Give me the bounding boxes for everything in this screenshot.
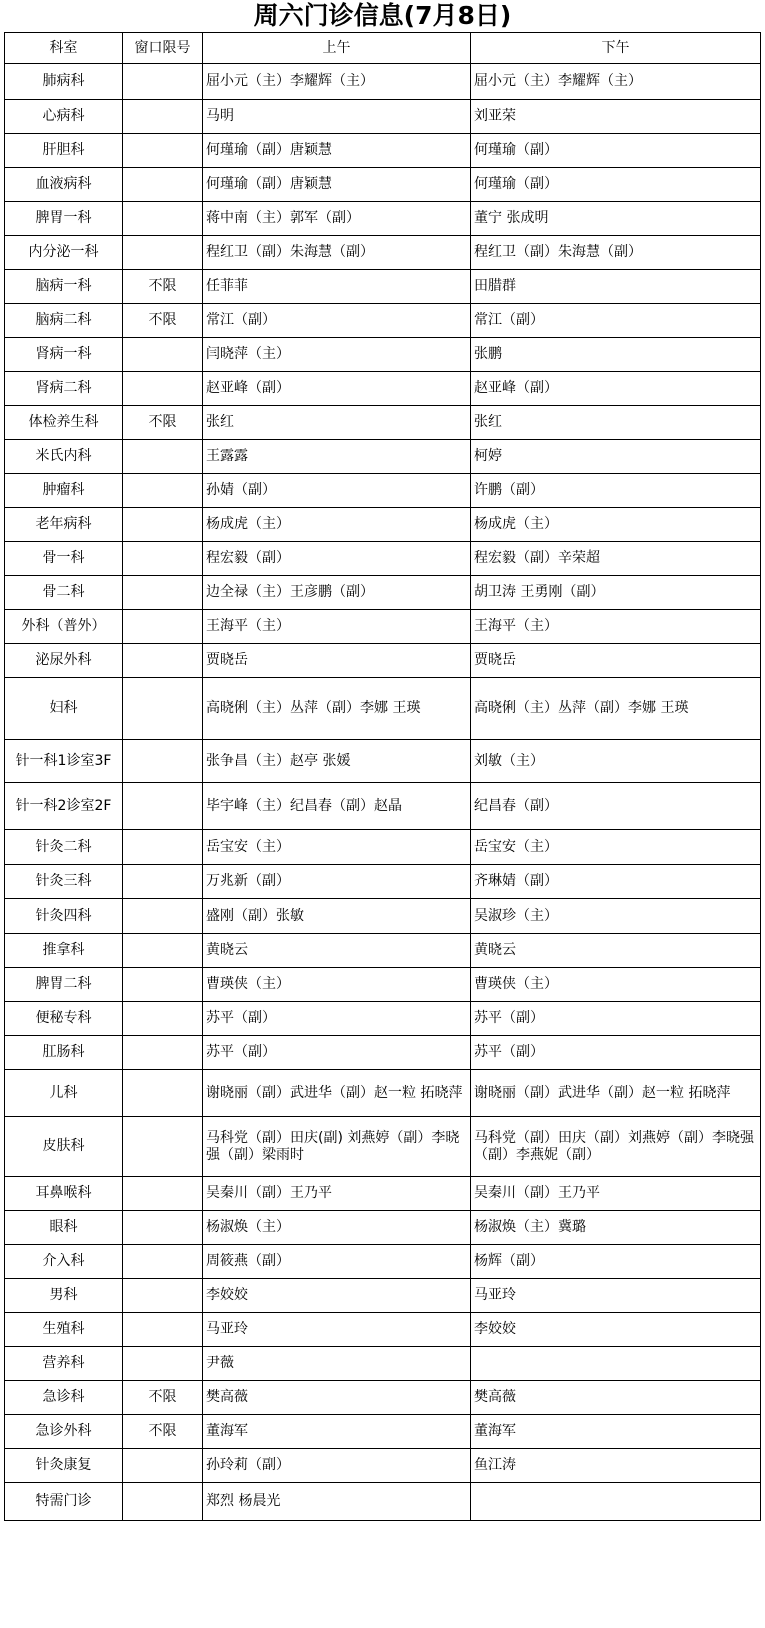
- afternoon-cell: 许鹏（副）: [471, 474, 761, 508]
- window-limit-cell: [123, 1036, 203, 1070]
- window-limit-cell: [123, 440, 203, 474]
- window-limit-cell: [123, 134, 203, 168]
- table-row: [5, 236, 761, 270]
- table-row: [5, 372, 761, 406]
- morning-cell: 吴秦川（副）王乃平: [203, 1177, 471, 1211]
- afternoon-cell: 张红: [471, 406, 761, 440]
- afternoon-cell: 张鹏: [471, 338, 761, 372]
- afternoon-cell: 何瑾瑜（副）: [471, 168, 761, 202]
- dept-cell: 针灸康复: [5, 1449, 123, 1483]
- afternoon-cell: 何瑾瑜（副）: [471, 134, 761, 168]
- table-row: [5, 934, 761, 968]
- morning-cell: 程红卫（副）朱海慧（副）: [203, 236, 471, 270]
- dept-cell: 针一科1诊室3F: [5, 740, 123, 783]
- table-row: [5, 202, 761, 236]
- afternoon-cell: 曹瑛侠（主）: [471, 968, 761, 1002]
- table-row: [5, 865, 761, 899]
- dept-cell: 妇科: [5, 678, 123, 740]
- header-window-limit: 窗口限号: [123, 33, 203, 64]
- window-limit-cell: [123, 830, 203, 865]
- table-row: [5, 968, 761, 1002]
- morning-cell: 程宏毅（副）: [203, 542, 471, 576]
- dept-cell: 营养科: [5, 1347, 123, 1381]
- table-row: [5, 644, 761, 678]
- dept-cell: 血液病科: [5, 168, 123, 202]
- morning-cell: 张争昌（主）赵亭 张媛: [203, 740, 471, 783]
- window-limit-cell: [123, 1002, 203, 1036]
- afternoon-cell: 胡卫涛 王勇刚（副）: [471, 576, 761, 610]
- table-row: [5, 64, 761, 100]
- afternoon-cell: [471, 1347, 761, 1381]
- table-row: [5, 1002, 761, 1036]
- afternoon-cell: [471, 1483, 761, 1521]
- morning-cell: 盛刚（副）张敏: [203, 899, 471, 934]
- window-limit-cell: [123, 1313, 203, 1347]
- morning-cell: 王海平（主）: [203, 610, 471, 644]
- dept-cell: 针一科2诊室2F: [5, 783, 123, 830]
- table-row: [5, 508, 761, 542]
- morning-cell: 毕宇峰（主）纪昌春（副）赵晶: [203, 783, 471, 830]
- morning-cell: 董海军: [203, 1415, 471, 1449]
- table-row: [5, 168, 761, 202]
- header-dept: 科室: [5, 33, 123, 64]
- window-limit-cell: [123, 1070, 203, 1117]
- morning-cell: 孙玲莉（副）: [203, 1449, 471, 1483]
- window-limit-cell: [123, 236, 203, 270]
- table-row: [5, 1070, 761, 1117]
- window-limit-cell: 不限: [123, 270, 203, 304]
- table-row: [5, 1177, 761, 1211]
- afternoon-cell: 樊高薇: [471, 1381, 761, 1415]
- morning-cell: 杨成虎（主）: [203, 508, 471, 542]
- afternoon-cell: 王海平（主）: [471, 610, 761, 644]
- afternoon-cell: 吴淑珍（主）: [471, 899, 761, 934]
- window-limit-cell: [123, 542, 203, 576]
- morning-cell: 马亚玲: [203, 1313, 471, 1347]
- table-row: [5, 610, 761, 644]
- window-limit-cell: [123, 508, 203, 542]
- dept-cell: 皮肤科: [5, 1117, 123, 1177]
- table-row: [5, 304, 761, 338]
- schedule-table: [4, 32, 761, 1521]
- dept-cell: 肝胆科: [5, 134, 123, 168]
- dept-cell: 米氏内科: [5, 440, 123, 474]
- table-row: [5, 830, 761, 865]
- afternoon-cell: 马亚玲: [471, 1279, 761, 1313]
- table-row: [5, 474, 761, 508]
- window-limit-cell: [123, 372, 203, 406]
- dept-cell: 急诊科: [5, 1381, 123, 1415]
- morning-cell: 高晓俐（主）丛萍（副）李娜 王瑛: [203, 678, 471, 740]
- table-row: [5, 1483, 761, 1521]
- header-row: [5, 33, 761, 64]
- morning-cell: 王露露: [203, 440, 471, 474]
- table-row: [5, 678, 761, 740]
- morning-cell: 张红: [203, 406, 471, 440]
- dept-cell: 针灸三科: [5, 865, 123, 899]
- dept-cell: 针灸四科: [5, 899, 123, 934]
- table-row: [5, 1117, 761, 1177]
- afternoon-cell: 杨淑焕（主）冀璐: [471, 1211, 761, 1245]
- morning-cell: 马明: [203, 100, 471, 134]
- afternoon-cell: 田腊群: [471, 270, 761, 304]
- afternoon-cell: 马科党（副）田庆（副）刘燕婷（副）李晓强（副）李燕妮（副）: [471, 1117, 761, 1177]
- morning-cell: 孙婧（副）: [203, 474, 471, 508]
- table-row: [5, 1313, 761, 1347]
- dept-cell: 骨二科: [5, 576, 123, 610]
- table-row: [5, 1245, 761, 1279]
- afternoon-cell: 高晓俐（主）丛萍（副）李娜 王瑛: [471, 678, 761, 740]
- afternoon-cell: 谢晓丽（副）武进华（副）赵一粒 拓晓萍: [471, 1070, 761, 1117]
- window-limit-cell: [123, 678, 203, 740]
- window-limit-cell: [123, 934, 203, 968]
- morning-cell: 边全禄（主）王彦鹏（副）: [203, 576, 471, 610]
- morning-cell: 马科党（副）田庆(副) 刘燕婷（副）李晓强（副）梁雨时: [203, 1117, 471, 1177]
- window-limit-cell: [123, 1117, 203, 1177]
- afternoon-cell: 董海军: [471, 1415, 761, 1449]
- afternoon-cell: 杨成虎（主）: [471, 508, 761, 542]
- afternoon-cell: 屈小元（主）李耀辉（主）: [471, 64, 761, 100]
- afternoon-cell: 纪昌春（副）: [471, 783, 761, 830]
- morning-cell: 岳宝安（主）: [203, 830, 471, 865]
- dept-cell: 介入科: [5, 1245, 123, 1279]
- dept-cell: 便秘专科: [5, 1002, 123, 1036]
- afternoon-cell: 苏平（副）: [471, 1002, 761, 1036]
- table-row: [5, 1036, 761, 1070]
- window-limit-cell: [123, 1347, 203, 1381]
- afternoon-cell: 鱼江涛: [471, 1449, 761, 1483]
- afternoon-cell: 黄晓云: [471, 934, 761, 968]
- afternoon-cell: 李姣姣: [471, 1313, 761, 1347]
- afternoon-cell: 常江（副）: [471, 304, 761, 338]
- window-limit-cell: [123, 1177, 203, 1211]
- dept-cell: 肾病一科: [5, 338, 123, 372]
- window-limit-cell: [123, 64, 203, 100]
- window-limit-cell: 不限: [123, 1415, 203, 1449]
- afternoon-cell: 苏平（副）: [471, 1036, 761, 1070]
- window-limit-cell: [123, 783, 203, 830]
- dept-cell: 肺病科: [5, 64, 123, 100]
- dept-cell: 耳鼻喉科: [5, 1177, 123, 1211]
- morning-cell: 樊高薇: [203, 1381, 471, 1415]
- window-limit-cell: [123, 968, 203, 1002]
- table-row: [5, 576, 761, 610]
- dept-cell: 脾胃一科: [5, 202, 123, 236]
- table-row: [5, 1381, 761, 1415]
- afternoon-cell: 吴秦川（副）王乃平: [471, 1177, 761, 1211]
- dept-cell: 脾胃二科: [5, 968, 123, 1002]
- table-row: [5, 899, 761, 934]
- dept-cell: 推拿科: [5, 934, 123, 968]
- afternoon-cell: 赵亚峰（副）: [471, 372, 761, 406]
- dept-cell: 泌尿外科: [5, 644, 123, 678]
- morning-cell: 苏平（副）: [203, 1002, 471, 1036]
- morning-cell: 屈小元（主）李耀辉（主）: [203, 64, 471, 100]
- morning-cell: 赵亚峰（副）: [203, 372, 471, 406]
- dept-cell: 老年病科: [5, 508, 123, 542]
- dept-cell: 外科（普外）: [5, 610, 123, 644]
- window-limit-cell: [123, 338, 203, 372]
- dept-cell: 骨一科: [5, 542, 123, 576]
- page-title: 周六门诊信息(7月8日): [253, 1, 512, 30]
- window-limit-cell: [123, 865, 203, 899]
- window-limit-cell: [123, 1245, 203, 1279]
- table-row: [5, 1279, 761, 1313]
- window-limit-cell: [123, 1483, 203, 1521]
- table-row: [5, 134, 761, 168]
- dept-cell: 眼科: [5, 1211, 123, 1245]
- dept-cell: 脑病一科: [5, 270, 123, 304]
- window-limit-cell: 不限: [123, 406, 203, 440]
- table-row: [5, 440, 761, 474]
- dept-cell: 脑病二科: [5, 304, 123, 338]
- dept-cell: 心病科: [5, 100, 123, 134]
- morning-cell: 尹薇: [203, 1347, 471, 1381]
- afternoon-cell: 岳宝安（主）: [471, 830, 761, 865]
- morning-cell: 万兆新（副）: [203, 865, 471, 899]
- table-row: [5, 1211, 761, 1245]
- morning-cell: 任菲菲: [203, 270, 471, 304]
- window-limit-cell: [123, 1449, 203, 1483]
- table-row: [5, 783, 761, 830]
- morning-cell: 曹瑛侠（主）: [203, 968, 471, 1002]
- window-limit-cell: 不限: [123, 304, 203, 338]
- morning-cell: 郑烈 杨晨光: [203, 1483, 471, 1521]
- morning-cell: 杨淑焕（主）: [203, 1211, 471, 1245]
- afternoon-cell: 程红卫（副）朱海慧（副）: [471, 236, 761, 270]
- header-morning: 上午: [203, 33, 471, 64]
- morning-cell: 常江（副）: [203, 304, 471, 338]
- afternoon-cell: 齐琳婧（副）: [471, 865, 761, 899]
- morning-cell: 贾晓岳: [203, 644, 471, 678]
- window-limit-cell: [123, 610, 203, 644]
- table-row: [5, 406, 761, 440]
- table-row: [5, 1415, 761, 1449]
- table-row: [5, 1347, 761, 1381]
- morning-cell: 何瑾瑜（副）唐颖慧: [203, 134, 471, 168]
- dept-cell: 急诊外科: [5, 1415, 123, 1449]
- morning-cell: 蒋中南（主）郭军（副）: [203, 202, 471, 236]
- morning-cell: 李姣姣: [203, 1279, 471, 1313]
- afternoon-cell: 刘敏（主）: [471, 740, 761, 783]
- morning-cell: 苏平（副）: [203, 1036, 471, 1070]
- afternoon-cell: 董宁 张成明: [471, 202, 761, 236]
- morning-cell: 闫晓萍（主）: [203, 338, 471, 372]
- table-row: [5, 338, 761, 372]
- window-limit-cell: [123, 740, 203, 783]
- window-limit-cell: [123, 644, 203, 678]
- window-limit-cell: [123, 168, 203, 202]
- morning-cell: 周筱燕（副）: [203, 1245, 471, 1279]
- window-limit-cell: [123, 202, 203, 236]
- dept-cell: 肛肠科: [5, 1036, 123, 1070]
- window-limit-cell: [123, 1211, 203, 1245]
- afternoon-cell: 贾晓岳: [471, 644, 761, 678]
- afternoon-cell: 刘亚荣: [471, 100, 761, 134]
- dept-cell: 特需门诊: [5, 1483, 123, 1521]
- afternoon-cell: 程宏毅（副）辛荣超: [471, 542, 761, 576]
- table-row: [5, 542, 761, 576]
- afternoon-cell: 柯婷: [471, 440, 761, 474]
- dept-cell: 男科: [5, 1279, 123, 1313]
- window-limit-cell: [123, 1279, 203, 1313]
- dept-cell: 生殖科: [5, 1313, 123, 1347]
- dept-cell: 体检养生科: [5, 406, 123, 440]
- table-row: [5, 270, 761, 304]
- header-afternoon: 下午: [471, 33, 761, 64]
- morning-cell: 何瑾瑜（副）唐颖慧: [203, 168, 471, 202]
- window-limit-cell: [123, 100, 203, 134]
- morning-cell: 黄晓云: [203, 934, 471, 968]
- dept-cell: 内分泌一科: [5, 236, 123, 270]
- dept-cell: 肾病二科: [5, 372, 123, 406]
- window-limit-cell: 不限: [123, 1381, 203, 1415]
- morning-cell: 谢晓丽（副）武进华（副）赵一粒 拓晓萍: [203, 1070, 471, 1117]
- afternoon-cell: 杨辉（副）: [471, 1245, 761, 1279]
- dept-cell: 肿瘤科: [5, 474, 123, 508]
- window-limit-cell: [123, 576, 203, 610]
- dept-cell: 针灸二科: [5, 830, 123, 865]
- window-limit-cell: [123, 474, 203, 508]
- window-limit-cell: [123, 899, 203, 934]
- table-row: [5, 1449, 761, 1483]
- dept-cell: 儿科: [5, 1070, 123, 1117]
- table-row: [5, 100, 761, 134]
- table-row: [5, 740, 761, 783]
